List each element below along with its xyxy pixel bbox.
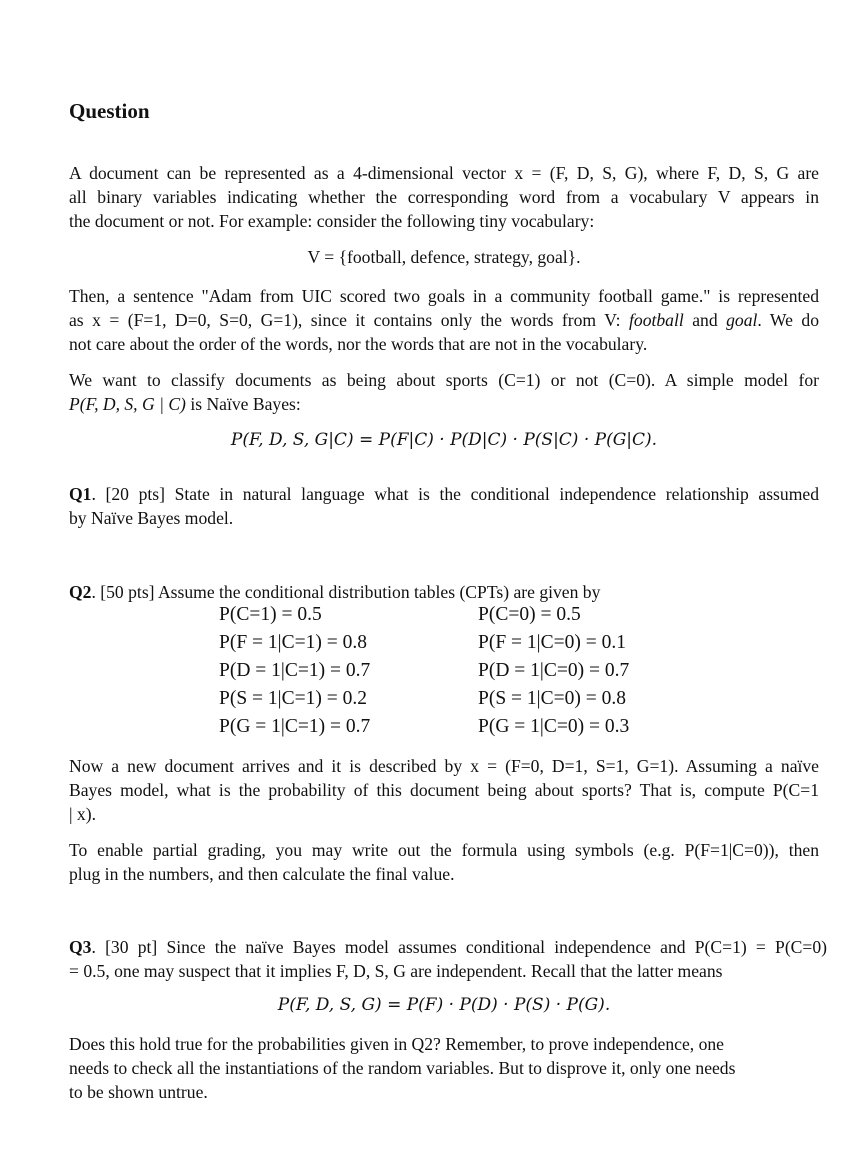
example-line: not care about the order of the words, nor the words that are not in the vocabulary.	[69, 334, 648, 354]
q3-text: . [30 pt] Since the naïve Bayes model assumes conditional independence and P(C=1) = P(C=0)	[91, 937, 827, 957]
q2-line: | x).	[69, 804, 96, 824]
q3-line: to be shown untrue.	[69, 1082, 208, 1102]
intro-line: A document can be represented as a 4-dimensional vector x = (F, D, S, G), where F, D, S, G are	[69, 163, 819, 183]
cpt-entry: P(D = 1|C=1) = 0.7	[219, 660, 371, 681]
cpt-entry: P(C=1) = 0.5	[219, 604, 322, 625]
example-word-football: football	[629, 310, 684, 330]
partial-grading-paragraph	[69, 838, 819, 886]
page-title: Question	[69, 99, 150, 123]
example-line	[69, 308, 819, 332]
example-text: . We do	[757, 310, 819, 330]
classify-text: is Naïve Bayes:	[185, 394, 301, 414]
cpt-entry: P(C=0) = 0.5	[478, 604, 581, 625]
q3-line: Does this hold true for the probabilities given in Q2? Remember, to prove independence, one	[69, 1034, 724, 1054]
example-word-goal: goal	[726, 310, 758, 330]
q3-line: needs to check all the instantiations of the random variables. But to disprove it, only one needs	[69, 1058, 736, 1078]
intro-paragraph	[69, 161, 819, 233]
cpt-entry: P(F = 1|C=1) = 0.8	[219, 632, 367, 653]
q3-label: Q3	[69, 937, 92, 957]
q3-line: = 0.5, one may suspect that it implies F, D, S, G are independent. Recall that the latter means	[69, 961, 723, 981]
independence-formula: P(F, D, S, G) = P(F) · P(D) · P(S) · P(G).	[277, 995, 611, 1015]
intro-line: all binary variables indicating whether the corresponding word from a vocabulary V appears in	[69, 187, 819, 207]
q2-label: Q2	[69, 582, 92, 602]
example-paragraph	[69, 284, 819, 356]
q2-line: plug in the numbers, and then calculate the final value.	[69, 864, 455, 884]
q2-line: Bayes model, what is the probability of this document being about sports? That is, compute P(C=1	[69, 780, 819, 800]
cpt-entry: P(D = 1|C=0) = 0.7	[478, 660, 630, 681]
q1-label: Q1	[69, 484, 92, 504]
question-2	[69, 580, 819, 604]
question-1	[69, 482, 819, 530]
naive-bayes-formula: P(F, D, S, G|C) = P(F|C) · P(D|C) · P(S|C) · P(G|C).	[230, 430, 658, 450]
intro-line: the document or not. For example: consider the following tiny vocabulary:	[69, 211, 595, 231]
q1-text: . [20 pts] State in natural language what is the conditional independence relationship assumed	[91, 484, 819, 504]
example-line: Then, a sentence "Adam from UIC scored two goals in a community football game." is represented	[69, 286, 819, 306]
cpt-entry: P(S = 1|C=1) = 0.2	[219, 688, 367, 709]
example-text: as x = (F=1, D=0, S=0, G=1), since it contains only the words from V:	[69, 310, 630, 330]
q1-line	[69, 482, 819, 506]
q3-line	[69, 935, 827, 959]
q2-line	[69, 580, 819, 604]
cpt-right-column	[478, 601, 629, 741]
cpt-entry: P(G = 1|C=0) = 0.3	[478, 716, 630, 737]
cpt-entry: P(G = 1|C=1) = 0.7	[219, 716, 371, 737]
cpt-left-column	[219, 601, 370, 741]
classify-paragraph	[69, 368, 819, 416]
question-3	[69, 935, 827, 983]
q1-line: by Naïve Bayes model.	[69, 508, 234, 528]
vocabulary-definition: V = {football, defence, strategy, goal}.	[307, 247, 581, 267]
cpt-entry: P(F = 1|C=0) = 0.1	[478, 632, 626, 653]
new-document-paragraph	[69, 754, 819, 826]
q3-question-paragraph	[69, 1032, 809, 1104]
cpt-entry: P(S = 1|C=0) = 0.8	[478, 688, 626, 709]
q2-line: Now a new document arrives and it is described by x = (F=0, D=1, S=1, G=1). Assuming a naïve	[69, 756, 819, 776]
model-expression: P(F, D, S, G | C)	[69, 394, 186, 414]
q2-text: . [50 pts] Assume the conditional distribution tables (CPTs) are given by	[91, 582, 601, 602]
classify-line: We want to classify documents as being about sports (C=1) or not (C=0). A simple model for	[69, 370, 819, 390]
q2-line: To enable partial grading, you may write out the formula using symbols (e.g. P(F=1|C=0)), then	[69, 840, 819, 860]
example-text: and	[683, 310, 727, 330]
classify-line	[69, 392, 819, 416]
